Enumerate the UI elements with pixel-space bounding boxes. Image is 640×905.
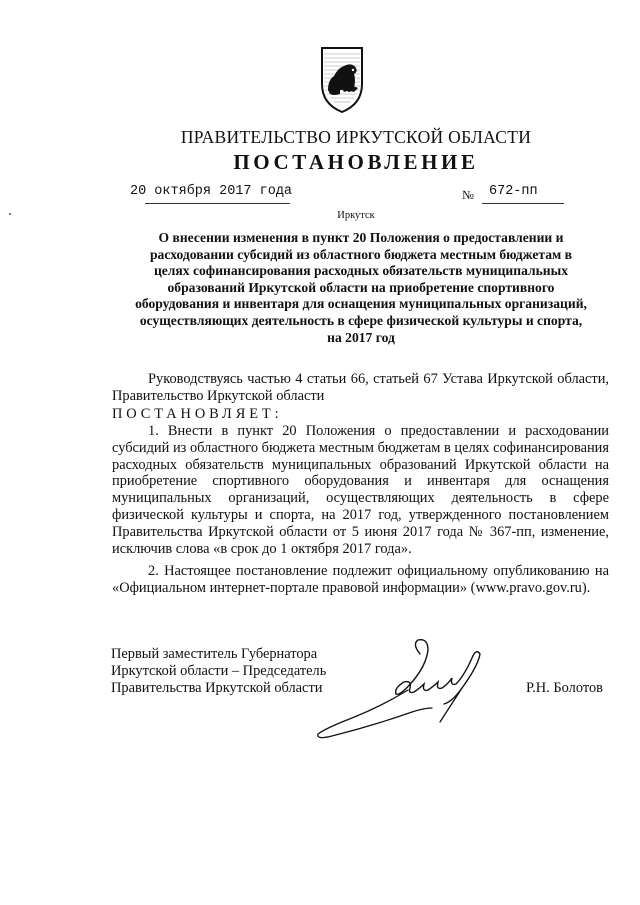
signer-position-line: Правительства Иркутской области — [111, 680, 323, 696]
handwritten-signature — [312, 636, 502, 742]
item-2-paragraph: 2. Настоящее постановление подлежит официальному опубликованию на «Официальном интернет-портале правовой информации» (www.pravo.gov.ru). — [112, 563, 609, 596]
number-sign: № — [462, 188, 474, 202]
intro-paragraph: Руководствуясь частью 4 статьи 66, статьей 67 Устава Иркутской области, Правительство Иркутской области — [112, 371, 609, 404]
title-line: оборудования и инвентаря для оснащения муниципальных организаций, — [135, 296, 587, 312]
date-underline — [145, 203, 290, 204]
document-title — [118, 230, 604, 346]
title-line: на 2017 год — [327, 329, 395, 345]
title-line: О внесении изменения в пункт 20 Положения о предоставлении и — [158, 230, 564, 245]
government-name: ПРАВИТЕЛЬСТВО ИРКУТСКОЙ ОБЛАСТИ — [180, 127, 532, 147]
title-line: расходовании субсидий из областного бюджета местным бюджетам в — [149, 246, 573, 262]
signer-position-line: Первый заместитель Губернатора — [111, 646, 318, 662]
city-name: Иркутск — [337, 210, 375, 221]
number-underline — [482, 203, 564, 204]
coat-of-arms-emblem — [318, 44, 366, 116]
item-1-paragraph: 1. Внести в пункт 20 Положения о предоставлении и расходовании субсидий из областного бюджета местным бюджетам в целях софинансирования расходных обязательств муниципальных образований Иркутской области на приобретение спортивного оборудования и инвентаря для оснащения муниципальных организаций, осуществляющих деятельность в сфере физической культуры и спорта, на 2017 год, утвержденного постановлением Правительства Иркутской области от 5 июня 2017 года № 367-пп, изменение, исключив слова «в срок до 1 октября 2017 года». — [112, 423, 609, 557]
signer-name: Р.Н. Болотов — [526, 680, 603, 696]
title-line: образований Иркутской области на приобретение спортивного — [167, 279, 555, 295]
signer-position-line: Иркутской области – Председатель — [111, 663, 327, 679]
title-line: целях софинансирования расходных обязательств муниципальных — [153, 263, 569, 279]
scan-speck — [9, 213, 11, 215]
document-date: 20 октября 2017 года — [130, 184, 293, 199]
resolves-word: ПОСТАНОВЛЯЕТ: — [112, 406, 283, 422]
title-line: осуществляющих деятельность в сфере физической культуры и спорта, — [139, 312, 583, 328]
document-type: ПОСТАНОВЛЕНИЕ — [233, 150, 479, 174]
document-number: 672-пп — [489, 184, 538, 199]
